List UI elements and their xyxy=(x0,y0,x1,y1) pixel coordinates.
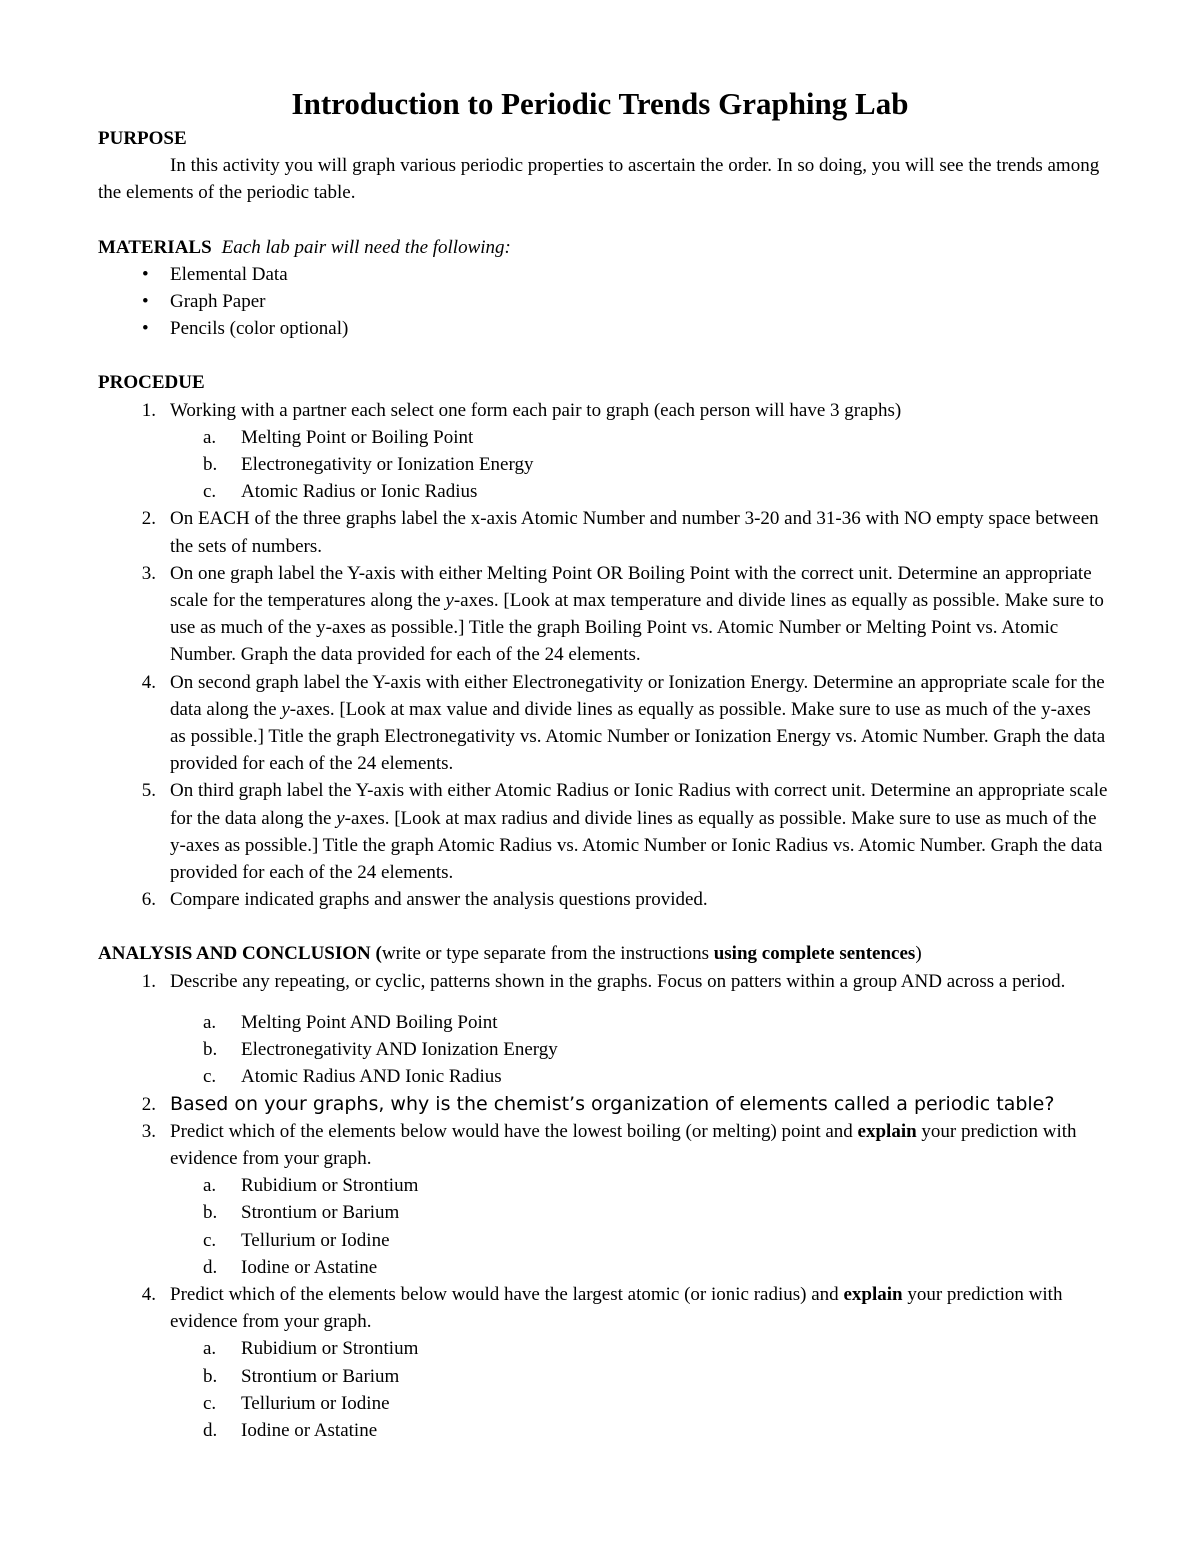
sub-marker: b. xyxy=(203,1039,218,1061)
analysis-heading xyxy=(98,940,1108,967)
list-item xyxy=(98,315,1108,342)
step-number: 2. xyxy=(141,508,156,530)
bullet-icon: • xyxy=(142,291,149,313)
step-text xyxy=(170,672,1105,775)
analysis-note-bold: using complete sentences xyxy=(713,943,916,965)
material-item: Graph Paper xyxy=(170,291,266,313)
question-number: 1. xyxy=(141,970,156,992)
sub-text: Tellurium or Iodine xyxy=(241,1392,390,1414)
sub-item xyxy=(98,424,1108,451)
sub-item xyxy=(98,1172,1108,1199)
materials-heading xyxy=(98,234,1108,261)
question-text: Describe any repeating, or cyclic, patterns shown in the graphs. Focus on patters within a group AND across a period. xyxy=(170,970,1066,992)
analysis-note: write or type separate from the instructions xyxy=(381,943,714,965)
sub-item xyxy=(98,1363,1108,1390)
step-number: 6. xyxy=(141,889,156,911)
step-text: Compare indicated graphs and answer the analysis questions provided. xyxy=(170,889,708,911)
sub-item xyxy=(98,1417,1108,1444)
sub-item xyxy=(98,1036,1108,1063)
procedure-step xyxy=(98,560,1108,669)
step-text-italic: y xyxy=(281,698,290,720)
question-number: 4. xyxy=(141,1283,156,1305)
sub-marker: a. xyxy=(203,1338,217,1360)
sub-marker: b. xyxy=(203,1202,218,1224)
question-text xyxy=(170,1284,1062,1332)
analysis-title: ANALYSIS AND CONCLUSION ( xyxy=(98,943,382,965)
sub-text: Electronegativity or Ionization Energy xyxy=(241,454,534,476)
sub-text: Rubidium or Strontium xyxy=(241,1338,419,1360)
bullet-icon: • xyxy=(142,263,149,285)
list-item xyxy=(98,261,1108,288)
question-text-part: Predict which of the elements below would have the lowest boiling (or melting) point and xyxy=(170,1120,858,1142)
step-text-part: -axes. [Look at max value and divide lines as equally as possible. Make sure to use as much of the y-axes as possible.] Title the graph Electronegativity vs. Atomic Number or Ionization Energy vs. Atomic Number. Graph the data provided for each of the 24 elements. xyxy=(170,698,1106,775)
procedure-heading: PROCEDUE xyxy=(98,372,205,394)
step-text xyxy=(170,563,1104,666)
sub-marker: b. xyxy=(203,1365,218,1387)
sub-marker: c. xyxy=(203,1392,217,1414)
sub-marker: d. xyxy=(203,1256,218,1278)
step-text-part: -axes. [Look at max radius and divide lines as equally as possible. Make sure to use as much of the y-axes as possible.] Title the graph Atomic Radius vs. Atomic Number or Ionic Radius vs. Atomic Number. Graph the data provided for each of the 24 elements. xyxy=(170,807,1103,884)
sub-text: Electronegativity AND Ionization Energy xyxy=(241,1039,558,1061)
bullet-icon: • xyxy=(142,318,149,340)
question-text-part: your prediction with evidence from your graph. xyxy=(170,1283,1063,1333)
purpose-text: In this activity you will graph various periodic properties to ascertain the order. In so doing, you will see the trends among the elements of the periodic table. xyxy=(98,155,1100,204)
step-number: 5. xyxy=(141,780,156,802)
step-number: 1. xyxy=(141,399,156,421)
analysis-question xyxy=(98,1091,1108,1118)
sub-marker: d. xyxy=(203,1419,218,1441)
sub-text: Melting Point or Boiling Point xyxy=(241,426,474,448)
step-text-italic: y xyxy=(336,807,345,829)
procedure-step xyxy=(98,505,1108,559)
sub-item xyxy=(98,1063,1108,1090)
sub-marker: a. xyxy=(203,1175,217,1197)
question-text: Based on your graphs, why is the chemist’s organization of elements called a periodic table? xyxy=(170,1092,1055,1115)
sub-item xyxy=(98,1009,1108,1036)
sub-marker: c. xyxy=(203,1066,217,1088)
sub-text: Strontium or Barium xyxy=(241,1202,400,1224)
materials-title: MATERIALS xyxy=(98,236,212,258)
sub-item xyxy=(98,451,1108,478)
document-title: Introduction to Periodic Trends Graphing Lab xyxy=(291,86,909,121)
sub-text: Atomic Radius AND Ionic Radius xyxy=(241,1066,502,1088)
procedure-step xyxy=(98,777,1108,886)
question-text-part: Predict which of the elements below would have the largest atomic (or ionic radius) and xyxy=(170,1283,844,1305)
sub-item xyxy=(98,1390,1108,1417)
step-text: On EACH of the three graphs label the x-axis Atomic Number and number 3-20 and 31-36 with NO empty space between the sets of numbers. xyxy=(170,508,1099,557)
analysis-note-close: ) xyxy=(915,943,922,965)
sub-text: Rubidium or Strontium xyxy=(241,1175,419,1197)
sub-text: Iodine or Astatine xyxy=(241,1419,378,1441)
analysis-question xyxy=(98,968,1108,995)
question-text-bold: explain xyxy=(843,1283,903,1305)
question-number: 2. xyxy=(141,1093,156,1115)
materials-subheading: Each lab pair will need the following: xyxy=(221,236,511,258)
step-text-part: -axes. [Look at max temperature and divide lines as equally as possible. Make sure to use as much of the y-axes as possible.] Title the graph Boiling Point vs. Atomic Number or Melting Point vs. Atomic Number. Graph the data provided for each of the 24 elements. xyxy=(170,590,1104,666)
procedure-step xyxy=(98,669,1108,778)
step-text-part: On third graph label the Y-axis with either Atomic Radius or Ionic Radius with correct unit. Determine an appropriate scale for the data along the xyxy=(170,780,1108,829)
material-item: Pencils (color optional) xyxy=(170,318,349,340)
sub-item xyxy=(98,1199,1108,1226)
document-body xyxy=(98,125,1108,1444)
question-text-part: your prediction with evidence from your graph. xyxy=(170,1120,1077,1169)
sub-item xyxy=(98,478,1108,505)
sub-text: Tellurium or Iodine xyxy=(241,1229,390,1251)
sub-marker: a. xyxy=(203,426,217,448)
sub-marker: a. xyxy=(203,1011,217,1033)
step-text-part: On one graph label the Y-axis with either Melting Point OR Boiling Point with the correct unit. Determine an appropriate scale for the temperatures along the xyxy=(170,562,1092,612)
sub-item xyxy=(98,1227,1108,1254)
question-number: 3. xyxy=(141,1120,156,1142)
step-text-italic: y xyxy=(445,590,454,612)
step-text: Working with a partner each select one form each pair to graph (each person will have 3 graphs) xyxy=(170,399,902,421)
procedure-step xyxy=(98,397,1108,424)
step-text-part: On second graph label the Y-axis with either Electronegativity or Ionization Energy. Determine an appropriate scale for the data along the xyxy=(170,671,1105,720)
step-number: 3. xyxy=(141,562,156,584)
sub-text: Melting Point AND Boiling Point xyxy=(241,1011,498,1033)
step-number: 4. xyxy=(141,671,156,693)
sub-item xyxy=(98,1254,1108,1281)
sub-text: Strontium or Barium xyxy=(241,1365,400,1387)
sub-marker: c. xyxy=(203,1229,217,1251)
question-text-bold: explain xyxy=(857,1120,917,1142)
material-item: Elemental Data xyxy=(170,263,288,285)
sub-text: Iodine or Astatine xyxy=(241,1256,378,1278)
procedure-step xyxy=(98,886,1108,913)
sub-item xyxy=(98,1335,1108,1362)
purpose-heading: PURPOSE xyxy=(98,128,187,149)
step-text xyxy=(170,780,1107,883)
list-item xyxy=(98,288,1108,315)
question-text xyxy=(170,1121,1077,1169)
sub-text: Atomic Radius or Ionic Radius xyxy=(241,481,478,503)
sub-marker: c. xyxy=(203,481,217,503)
sub-marker: b. xyxy=(203,454,218,476)
analysis-question xyxy=(98,1281,1108,1335)
analysis-question xyxy=(98,1118,1108,1172)
